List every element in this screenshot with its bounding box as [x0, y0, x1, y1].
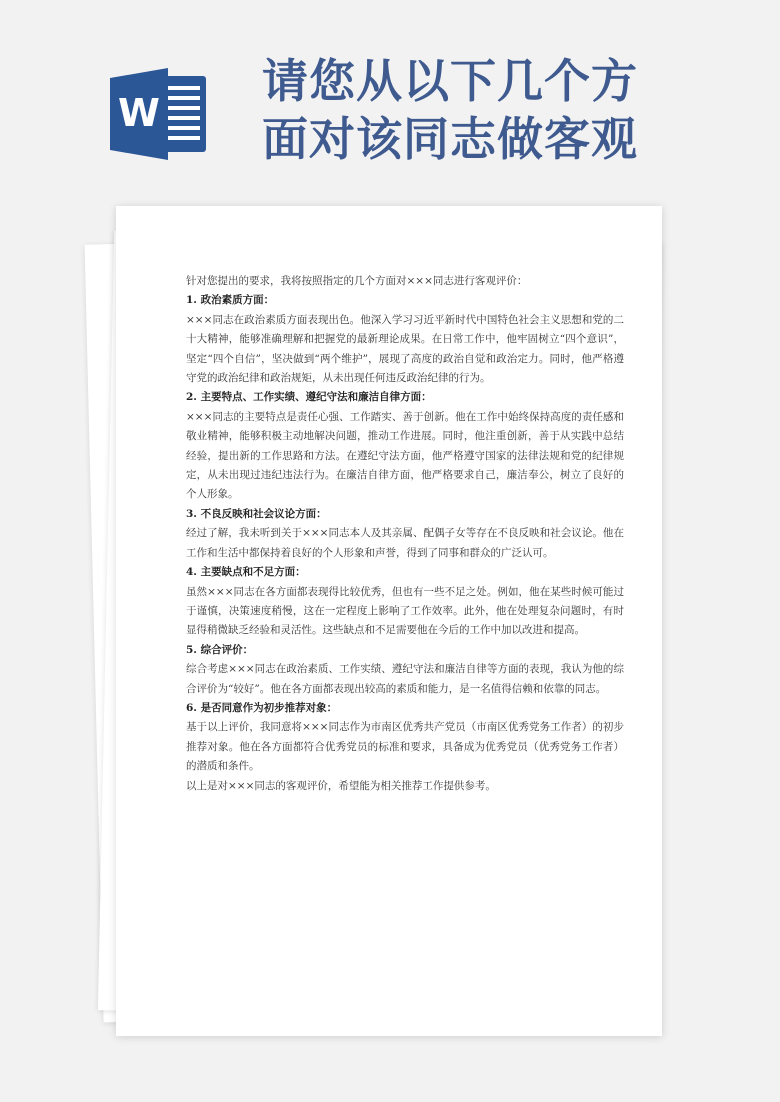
- section-heading: 1. 政治素质方面：: [186, 294, 275, 307]
- title-line-1: 请您从以下几个方: [262, 54, 638, 108]
- svg-text:W: W: [118, 91, 160, 135]
- document-page: [116, 206, 662, 1036]
- title-line-2: 面对该同志做客观: [262, 112, 638, 166]
- section-body: ×××同志在政治素质方面表现出色。他深入学习习近平新时代中国特色社会主义思想和党的二十大精神，能够准确理解和把握党的最新理论成果。在日常工作中，他牢固树立“四个意识”，坚定“四个自信”，坚决做到“两个维护”，展现了高度的政治自觉和政治定力。同时，他严格遵守党的政治纪律和政治规矩，从未出现任何违反政治纪律的行为。: [186, 313, 624, 385]
- section-heading: 5. 综合评价：: [186, 643, 254, 656]
- section-heading: 3. 不良反映和社会议论方面：: [186, 507, 327, 520]
- section: [186, 563, 624, 641]
- section-body: 经过了解，我未听到关于×××同志本人及其亲属、配偶子女等存在不良反映和社会议论。他在工作和生活中都保持着良好的个人形象和声誉，得到了同事和群众的广泛认可。: [186, 527, 624, 559]
- section-heading: 4. 主要缺点和不足方面：: [186, 566, 306, 579]
- section-heading: 6. 是否同意作为初步推荐对象：: [186, 701, 338, 714]
- section: [186, 291, 624, 388]
- section: [186, 505, 624, 563]
- section: [186, 388, 624, 504]
- section-body: ×××同志的主要特点是责任心强、工作踏实、善于创新。他在工作中始终保持高度的责任感和敬业精神，能够积极主动地解决问题，推动工作进展。同时，他注重创新，善于从实践中总结经验，提出新的工作思路和方法。在遵纪守法方面，他严格遵守国家的法律法规和党的纪律规定，从未出现过违纪违法行为。在廉洁自律方面，他严格要求自己，廉洁奉公，树立了良好的个人形象。: [186, 410, 624, 501]
- section: [186, 699, 624, 777]
- document-body: [186, 272, 624, 796]
- section-body: 虽然×××同志在各方面都表现得比较优秀，但也有一些不足之处。例如，他在某些时候可能过于谨慎，决策速度稍慢，这在一定程度上影响了工作效率。此外，他在处理复杂问题时，有时显得稍微缺乏经验和灵活性。这些缺点和不足需要他在今后的工作中加以改进和提高。: [186, 585, 624, 637]
- section-body: 综合考虑×××同志在政治素质、工作实绩、遵纪守法和廉洁自律等方面的表现，我认为他的综合评价为“较好”。他在各方面都表现出较高的素质和能力，是一名值得信赖和依靠的同志。: [186, 663, 624, 695]
- section: [186, 641, 624, 699]
- intro-paragraph: 针对您提出的要求，我将按照指定的几个方面对×××同志进行客观评价：: [186, 275, 528, 287]
- section-heading: 2. 主要特点、工作实绩、遵纪守法和廉洁自律方面：: [186, 391, 432, 404]
- section-body: 基于以上评价，我同意将×××同志作为市南区优秀共产党员（市南区优秀党务工作者）的初步推荐对象。他在各方面都符合优秀党员的标准和要求，具备成为优秀党员（优秀党务工作者）的潜质和条件。: [186, 721, 624, 773]
- page-title: [262, 52, 762, 168]
- word-icon: [110, 68, 208, 160]
- closing-paragraph: 以上是对×××同志的客观评价，希望能为相关推荐工作提供参考。: [186, 779, 496, 792]
